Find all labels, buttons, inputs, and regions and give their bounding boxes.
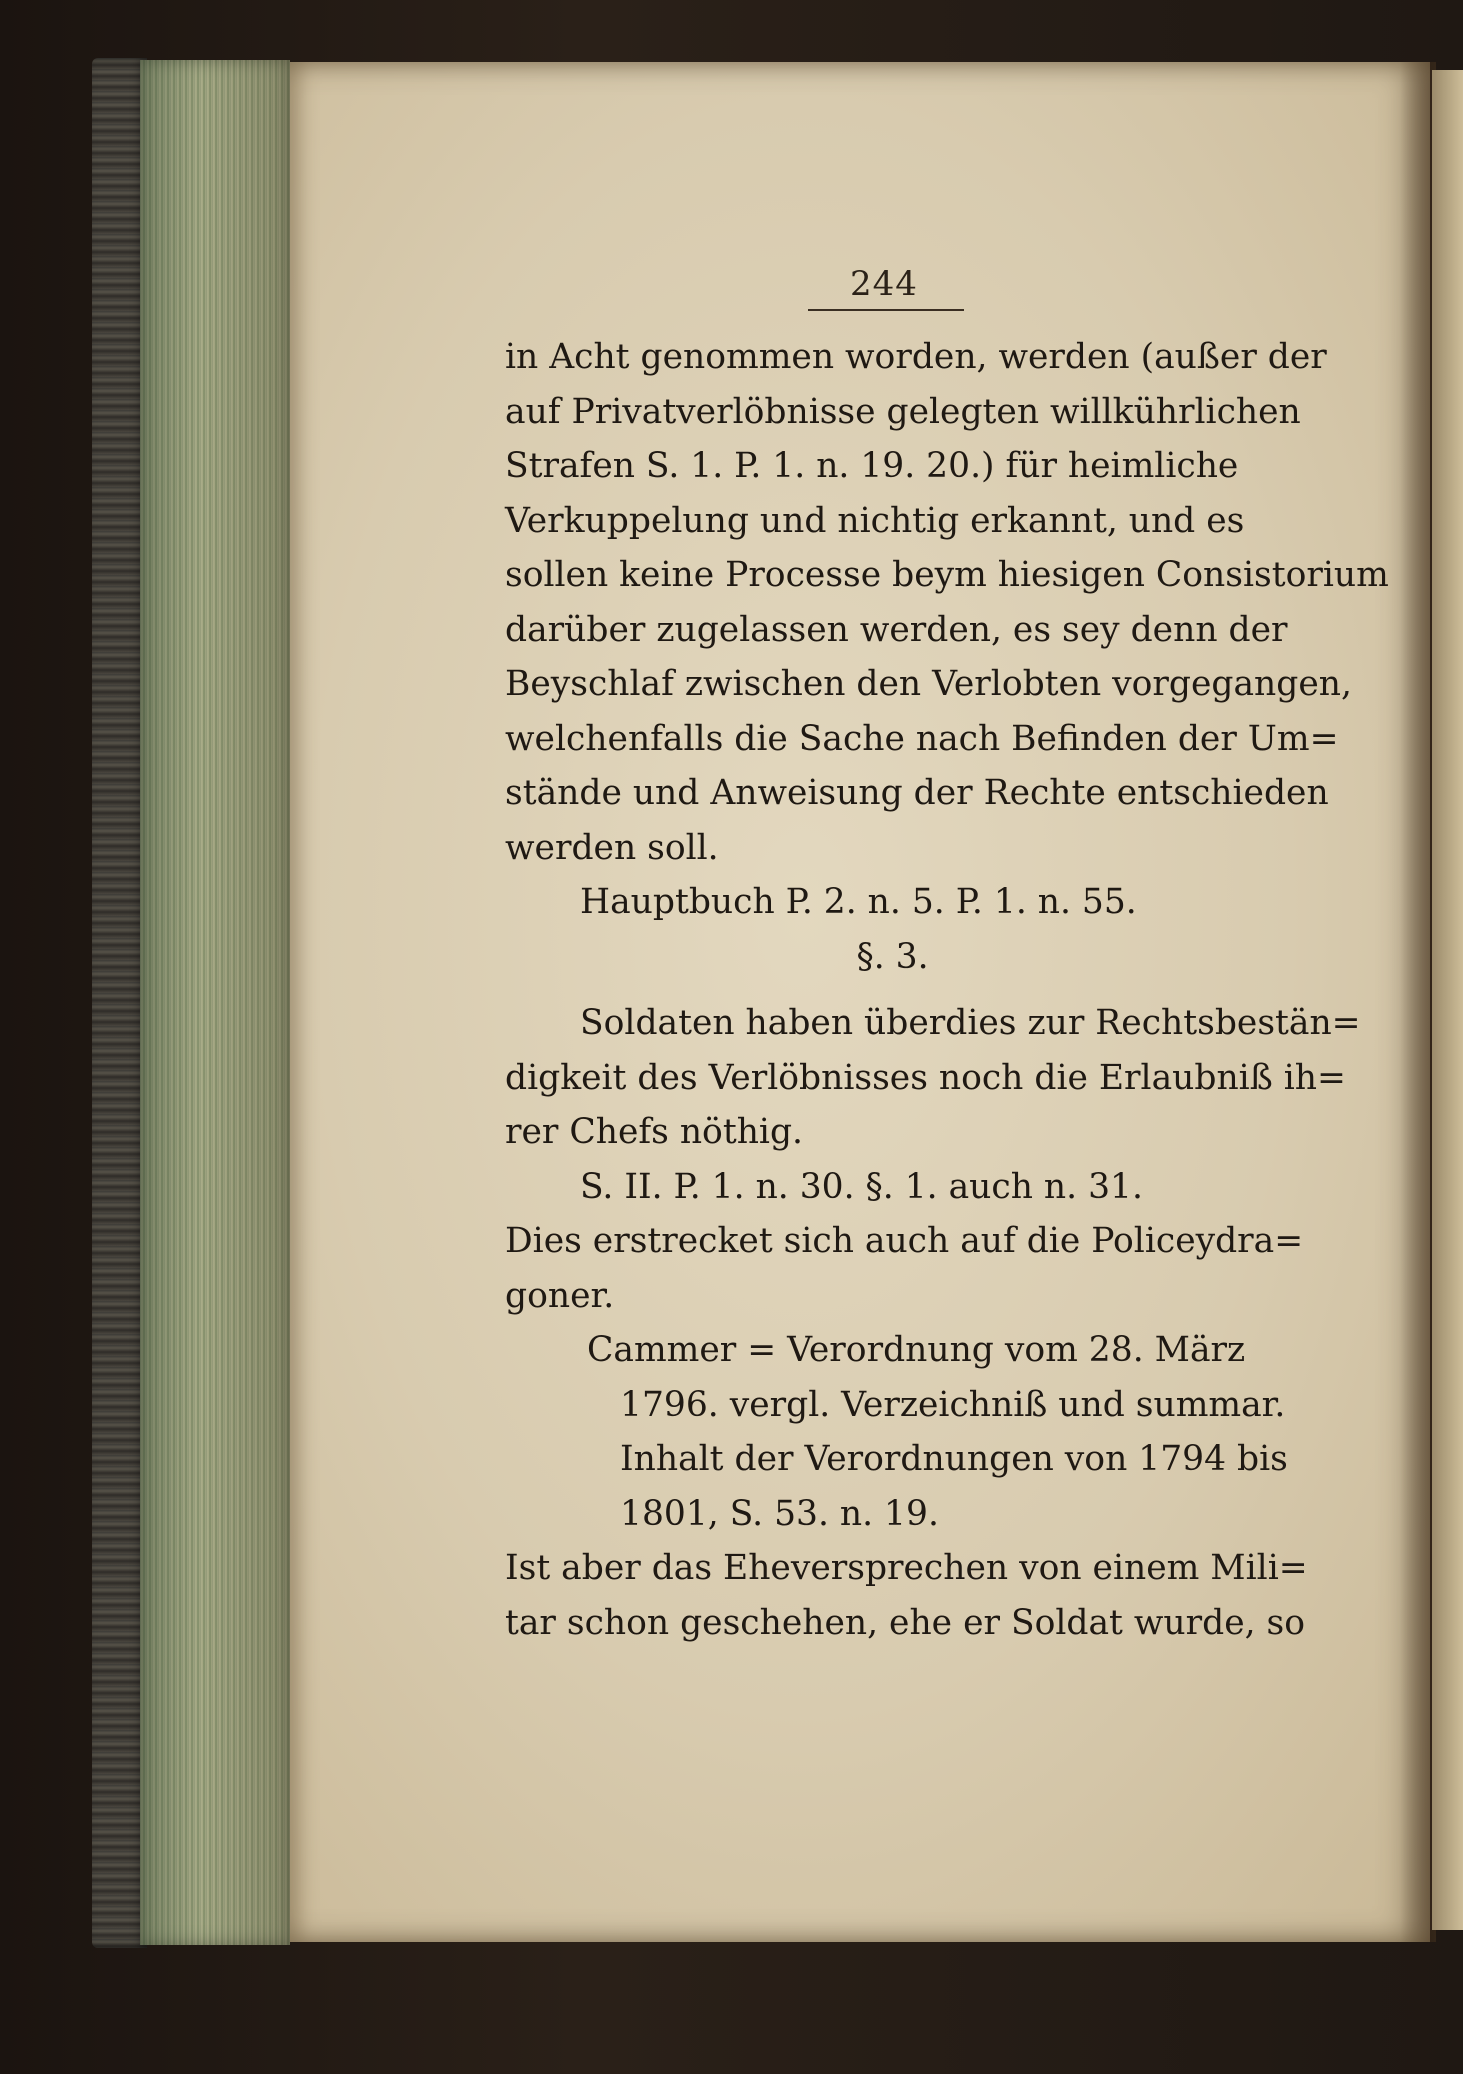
text-line: tar schon geschehen, ehe er Soldat wurde, so [505, 1602, 1306, 1643]
citation-line: Cammer = Verordnung vom 28. März [587, 1330, 1246, 1370]
text-line: in Acht genommen worden, werden (außer der [505, 337, 1327, 377]
page-number-rule [808, 309, 964, 311]
text-line: Dies erstrecket sich auch auf die Policeydra= [505, 1221, 1304, 1261]
citation-line: Inhalt der Verordnungen von 1794 bis [620, 1439, 1288, 1479]
book-gutter [1400, 62, 1436, 1942]
book-cover-edge [92, 58, 147, 1948]
page-edges-shade [140, 60, 290, 1945]
text-line: darüber zugelassen werden, es sey denn der [505, 609, 1288, 650]
text-line: auf Privatverlöbnisse gelegten willkührlichen [505, 391, 1301, 432]
citation-line: S. II. P. 1. n. 30. §. 1. auch n. 31. [580, 1166, 1143, 1207]
citation-line: Hauptbuch P. 2. n. 5. P. 1. n. 55. [580, 882, 1137, 922]
page-number: 244 [850, 264, 918, 304]
text-line: Ist aber das Eheversprechen von einem Mili= [505, 1548, 1308, 1588]
page-text [505, 330, 1389, 1650]
text-line: stände und Anweisung der Rechte entschieden [505, 773, 1329, 813]
citation-line: 1801, S. 53. n. 19. [620, 1493, 939, 1534]
text-line: Soldaten haben überdies zur Rechtsbestän= [580, 1003, 1361, 1043]
text-line: Verkuppelung und nichtig erkannt, und es [505, 500, 1245, 541]
text-line: rer Chefs nöthig. [505, 1112, 804, 1152]
citation-line: 1796. vergl. Verzeichniß und summar. [620, 1384, 1286, 1425]
section-heading: §. 3. [856, 936, 929, 977]
text-line: Beyschlaf zwischen den Verlobten vorgegangen, [505, 664, 1352, 704]
facing-page-edge [1432, 70, 1463, 1930]
text-line: goner. [505, 1275, 615, 1316]
text-line: welchenfalls die Sache nach Befinden der Um= [505, 718, 1339, 759]
text-line: werden soll. [505, 827, 719, 868]
text-line: Strafen S. 1. P. 1. n. 19. 20.) für heimliche [505, 446, 1239, 486]
text-line: digkeit des Verlöbnisses noch die Erlaubniß ih= [505, 1057, 1346, 1098]
text-line: sollen keine Processe beym hiesigen Consistorium [505, 555, 1389, 595]
